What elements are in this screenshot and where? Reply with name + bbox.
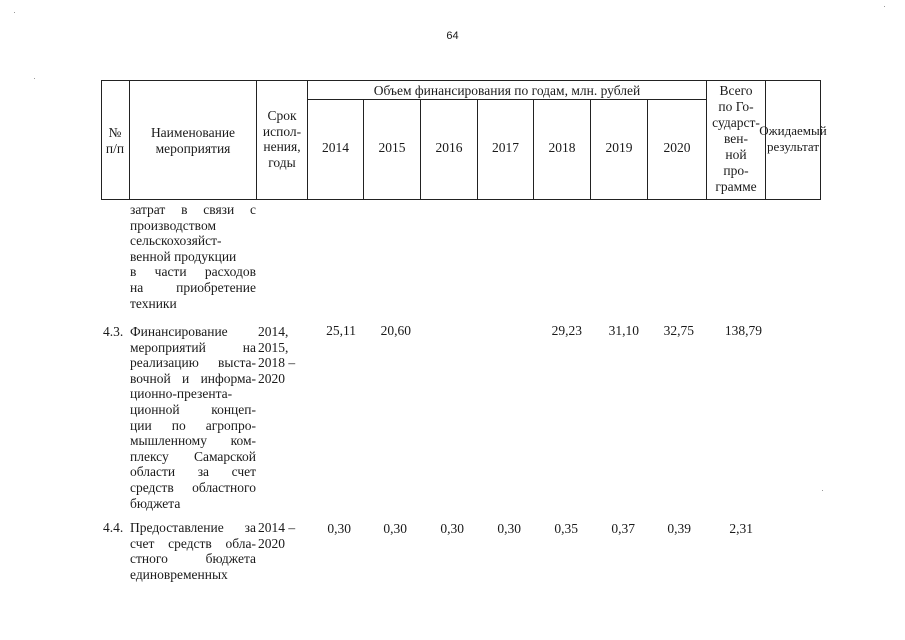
row-4-4-value-2016: 0,30 <box>440 521 464 536</box>
row-4-3-name-line: бюджета <box>130 495 181 511</box>
row-4-4-name-line: стного бюджета <box>130 551 256 567</box>
header-bottom-border <box>101 199 821 200</box>
row-4-3-value-2020: 32,75 <box>663 323 694 338</box>
row-4-3-name-line: области за счет <box>130 464 256 480</box>
row-4-4-name-line: Предоставление за <box>130 520 256 535</box>
scan-speck <box>884 6 885 7</box>
row-4-3-name-line: Финансирование <box>130 324 228 339</box>
row-4-4-number: 4.4. <box>103 520 124 535</box>
header-no: № п/п <box>105 125 125 156</box>
row-4-3-total: 138,79 <box>724 323 762 338</box>
header-year-2015: 2015 <box>378 140 406 155</box>
row0-name-line: техники <box>130 295 177 311</box>
header-year-2017: 2017 <box>492 140 519 155</box>
row-4-4-name-line: единовременных <box>130 566 228 582</box>
header-result: Ожидаемый результат <box>759 123 827 154</box>
row-4-4-value-2019: 0,37 <box>611 521 635 536</box>
row-4-3-name-line: ционно-презента- <box>130 386 233 402</box>
row0-name-line: на приобретение <box>130 279 256 295</box>
scan-speck <box>14 12 15 13</box>
header-year-2019: 2019 <box>605 140 633 155</box>
header-year-2018: 2018 <box>548 140 576 155</box>
row-4-3-name-line: мышленному ком- <box>130 433 256 449</box>
row-4-3-value-2018: 29,23 <box>551 323 582 338</box>
row0-name-line: производством <box>130 217 217 233</box>
scan-speck <box>822 490 823 491</box>
header-funding-title: Объем финансирования по годам, млн. рублей <box>373 83 641 98</box>
row-4-3-value-2015: 20,60 <box>380 323 411 338</box>
page-number: 64 <box>446 30 459 42</box>
row-4-4-name-line: счет средств обла- <box>130 535 256 551</box>
header-term: Срок испол- нения, годы <box>262 108 302 170</box>
row-4-3-name-line: вочной и информа- <box>130 370 256 386</box>
row-4-4-value-2015: 0,30 <box>383 521 407 536</box>
row-4-4-value-2018: 0,35 <box>554 521 578 536</box>
row0-name-line: венной продукции <box>130 248 237 264</box>
row-4-3-name-line: реализацию выста- <box>130 355 256 371</box>
row-4-4-term: 2014 – 2020 <box>258 520 296 551</box>
row-4-3-name-line: ционной концеп- <box>130 401 256 417</box>
row-4-3-name-line: мероприятий на <box>130 339 256 355</box>
table-top-border <box>101 80 821 81</box>
row-4-3-value-2019: 31,10 <box>608 323 639 338</box>
row-4-3-name <box>130 324 256 511</box>
row-4-3-name-line: ции по агропро- <box>130 417 256 433</box>
scan-speck <box>34 78 35 79</box>
table-row <box>130 202 256 311</box>
row-4-4-value-2014: 0,30 <box>327 521 351 536</box>
header-total: Всего по Го- сударст- вен- ной про- грамме <box>712 83 760 194</box>
row-4-3-number: 4.3. <box>103 324 124 339</box>
header-year-2016: 2016 <box>435 140 463 155</box>
header-year-2020: 2020 <box>663 140 691 155</box>
row-4-3-value-2014: 25,11 <box>326 323 356 338</box>
row0-name-line: сельскохозяйст- <box>130 233 222 249</box>
header-year-2014: 2014 <box>322 140 349 155</box>
header-name: Наименование мероприятия <box>150 125 236 156</box>
row-4-4-total: 2,31 <box>729 521 753 536</box>
row-4-4-name <box>130 520 256 582</box>
row-4-3-name-line: плексу Самарской <box>130 448 256 464</box>
row-4-3-term: 2014, 2015, 2018 – 2020 <box>258 324 296 386</box>
row-4-3-name-line: средств областного <box>130 479 256 495</box>
row-4-4-value-2020: 0,39 <box>667 521 691 536</box>
row0-name-line: затрат в связи с <box>130 202 256 217</box>
row-4-4-value-2017: 0,30 <box>497 521 521 536</box>
row0-name-line: в части расходов <box>130 264 256 280</box>
